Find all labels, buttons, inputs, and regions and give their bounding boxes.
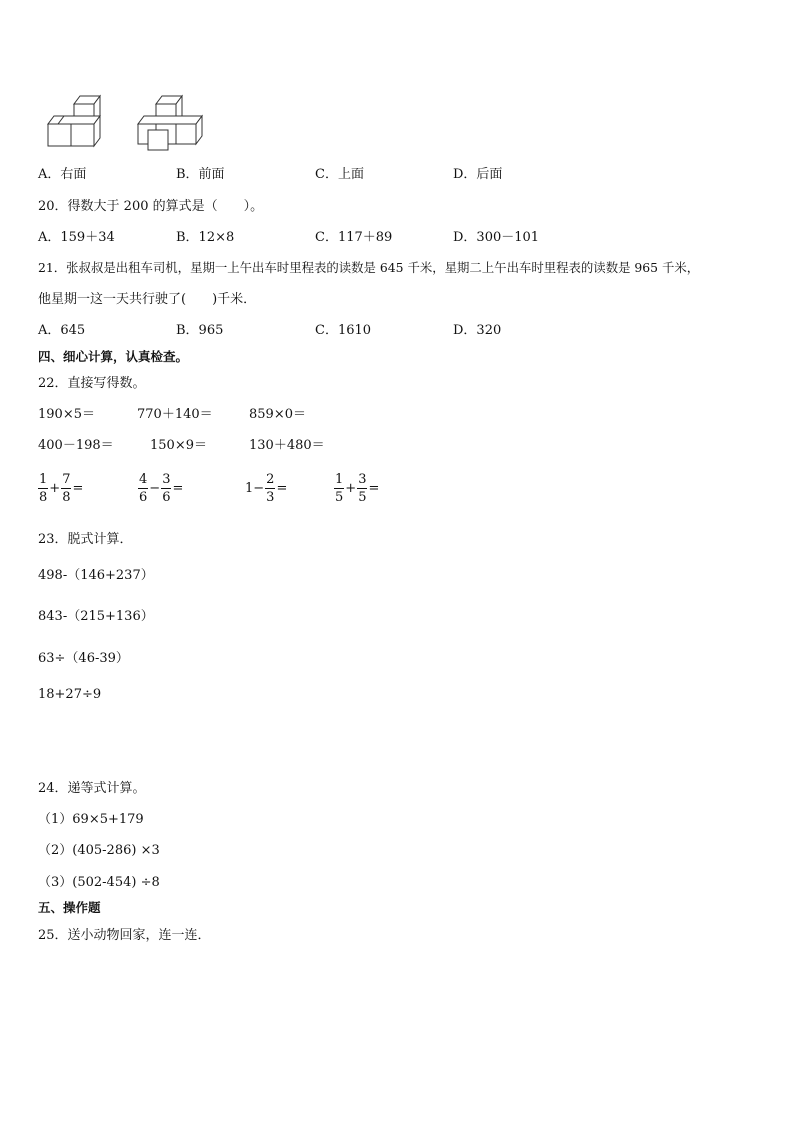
q21-option-a[interactable]: A．645 [38, 323, 86, 338]
q21-stem-line2: 他星期一这一天共行驶了( )千米． [38, 292, 257, 307]
operator: + [49, 481, 61, 496]
numerator: 1 [335, 472, 344, 487]
q21-option-b[interactable]: B．965 [176, 323, 224, 338]
q23-item: 63÷（46-39） [38, 651, 129, 666]
q22-fraction-expr-1 [38, 473, 84, 504]
q20-option-b[interactable]: B．12×8 [176, 230, 235, 245]
denominator: 5 [335, 490, 344, 505]
q19-option-c[interactable]: C．上面 [315, 167, 364, 182]
q23-stem: 23．脱式计算． [38, 532, 133, 547]
q23-item: 18+27÷9 [38, 687, 102, 702]
numerator: 2 [266, 472, 275, 487]
denominator: 3 [266, 490, 275, 505]
q22-expr: 150×9＝ [150, 438, 207, 453]
section4-heading: 四、细心计算，认真检查。 [38, 349, 189, 364]
q23-item: 843-（215+136） [38, 609, 154, 624]
q21-option-d[interactable]: D．320 [453, 323, 502, 338]
q22-expr: 190×5＝ [38, 407, 95, 422]
lead-term: 1− [245, 481, 265, 496]
numerator: 4 [139, 472, 148, 487]
q19-option-a[interactable]: A．右面 [38, 167, 87, 182]
numerator: 3 [358, 472, 367, 487]
q23-item: 498-（146+237） [38, 568, 154, 583]
denominator: 8 [39, 490, 48, 505]
q19-option-d[interactable]: D．后面 [453, 167, 503, 182]
numerator: 1 [39, 472, 48, 487]
q22-expr: 400－198＝ [38, 438, 114, 453]
q24-item: （1）69×5+179 [38, 812, 144, 827]
section5-heading: 五、操作题 [38, 900, 101, 915]
numerator: 7 [62, 472, 71, 487]
q22-expr: 859×0＝ [249, 407, 306, 422]
equals: = [368, 481, 380, 496]
denominator: 6 [162, 490, 171, 505]
denominator: 5 [358, 490, 367, 505]
denominator: 6 [139, 490, 148, 505]
q24-stem: 24．递等式计算。 [38, 781, 146, 796]
q22-fraction-expr-2 [138, 473, 184, 504]
cube-stack-figure-1 [44, 94, 106, 148]
q19-option-b[interactable]: B．前面 [176, 167, 225, 182]
equals: = [276, 481, 288, 496]
q22-fraction-expr-4 [334, 473, 380, 504]
q24-item: （3）(502-454) ÷8 [38, 875, 160, 890]
q22-expr: 770＋140＝ [137, 407, 213, 422]
q22-fraction-expr-3 [244, 473, 288, 504]
denominator: 8 [62, 490, 71, 505]
q24-item: （2）(405-286) ×3 [38, 843, 160, 858]
q22-expr: 130＋480＝ [249, 438, 325, 453]
q20-option-d[interactable]: D．300－101 [453, 230, 540, 245]
equals: = [172, 481, 184, 496]
q21-stem-line1: 21．张叔叔是出租车司机，星期一上午出车时里程表的读数是 645 千米，星期二上午出车时里程表的读数是 965 千米， [38, 260, 700, 275]
numerator: 3 [162, 472, 171, 487]
q21-option-c[interactable]: C．1610 [315, 323, 372, 338]
q25-stem: 25．送小动物回家，连一连． [38, 928, 211, 943]
q20-option-a[interactable]: A．159＋34 [38, 230, 115, 245]
cube-stack-figure-2 [134, 94, 206, 152]
q22-stem: 22．直接写得数。 [38, 376, 146, 391]
q20-option-c[interactable]: C．117＋89 [315, 230, 393, 245]
operator: − [149, 481, 161, 496]
operator: + [345, 481, 357, 496]
q20-stem: 20．得数大于 200 的算式是（ ）。 [38, 199, 264, 214]
equals: = [72, 481, 84, 496]
